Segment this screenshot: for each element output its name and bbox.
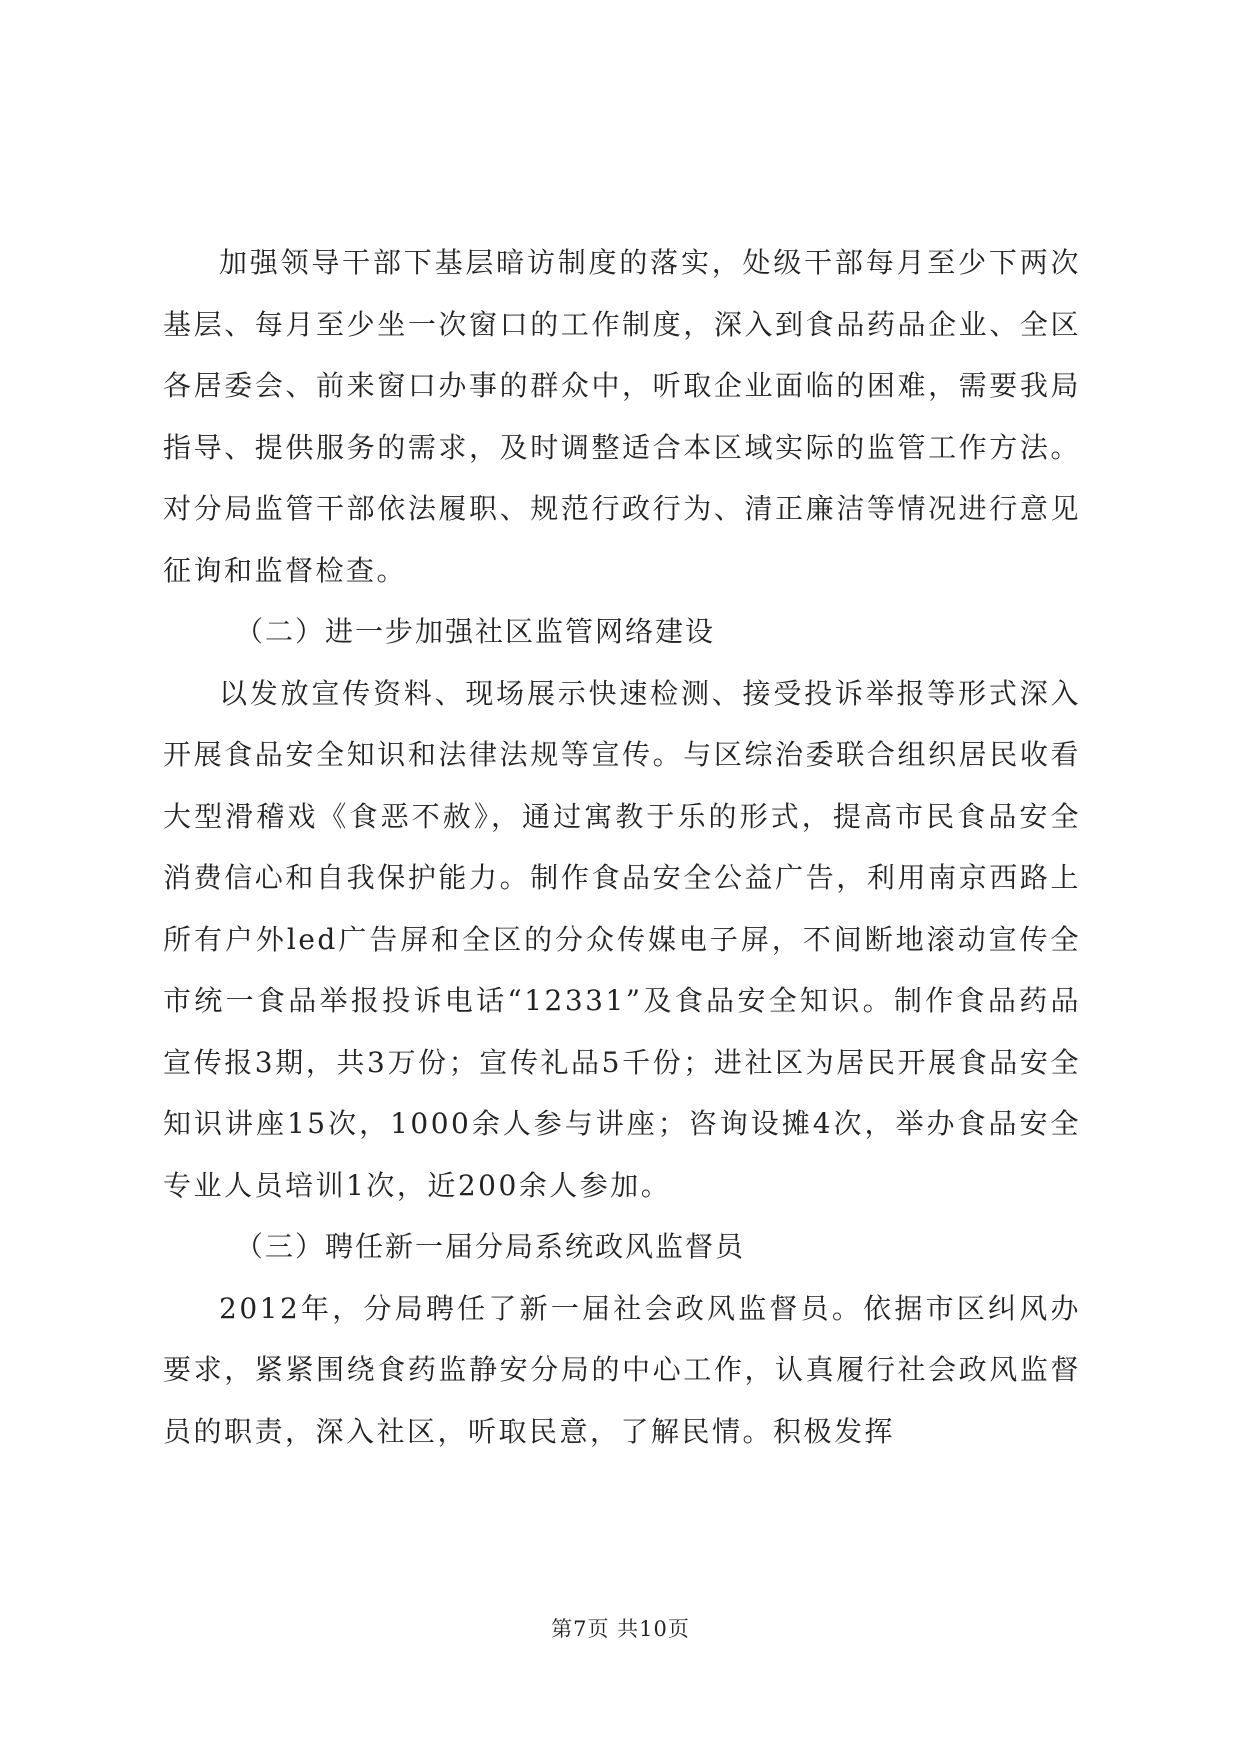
page-number-footer: 第7页 共10页: [551, 1617, 690, 1641]
section-heading-community-network: （二）进一步加强社区监管网络建设: [235, 615, 716, 648]
document-body: [163, 232, 1081, 1462]
paragraph-community-publicity: 以发放宣传资料、现场展示快速检测、接受投诉举报等形式深入开展食品安全知识和法律法规等宣传。与区综治委联合组织居民收看大型滑稽戏《食恶不赦》，通过寓教于乐的形式，提高市民食品安全消费信心和自我保护能力。制作食品安全公益广告，利用南京西路上所有户外led广告屏和全区的分众传媒电子屏，不间断地滚动宣传全市统一食品举报投诉电话“12331”及食品安全知识。制作食品药品宣传报3期，共3万份；宣传礼品5千份；进社区为居民开展食品安全知识讲座15次，1000余人参与讲座；咨询设摊4次，举办食品安全专业人员培训1次，近200余人参加。: [163, 676, 1081, 1202]
paragraph-leadership-visits: 加强领导干部下基层暗访制度的落实，处级干部每月至少下两次基层、每月至少坐一次窗口的工作制度，深入到食品药品企业、全区各居委会、前来窗口办事的群众中，听取企业面临的困难，需要我局指导、提供服务的需求，及时调整适合本区域实际的监管工作方法。对分局监管干部依法履职、规范行政行为、清正廉洁等情况进行意见征询和监督检查。: [163, 246, 1081, 587]
section-heading-supervisors: （三）聘任新一届分局系统政风监督员: [235, 1230, 746, 1263]
paragraph-supervisors: 2012年，分局聘任了新一届社会政风监督员。依据市区纠风办要求，紧紧围绕食药监静安分局的中心工作，认真履行社会政风监督员的职责，深入社区，听取民意，了解民情。积极发挥: [163, 1291, 1081, 1448]
